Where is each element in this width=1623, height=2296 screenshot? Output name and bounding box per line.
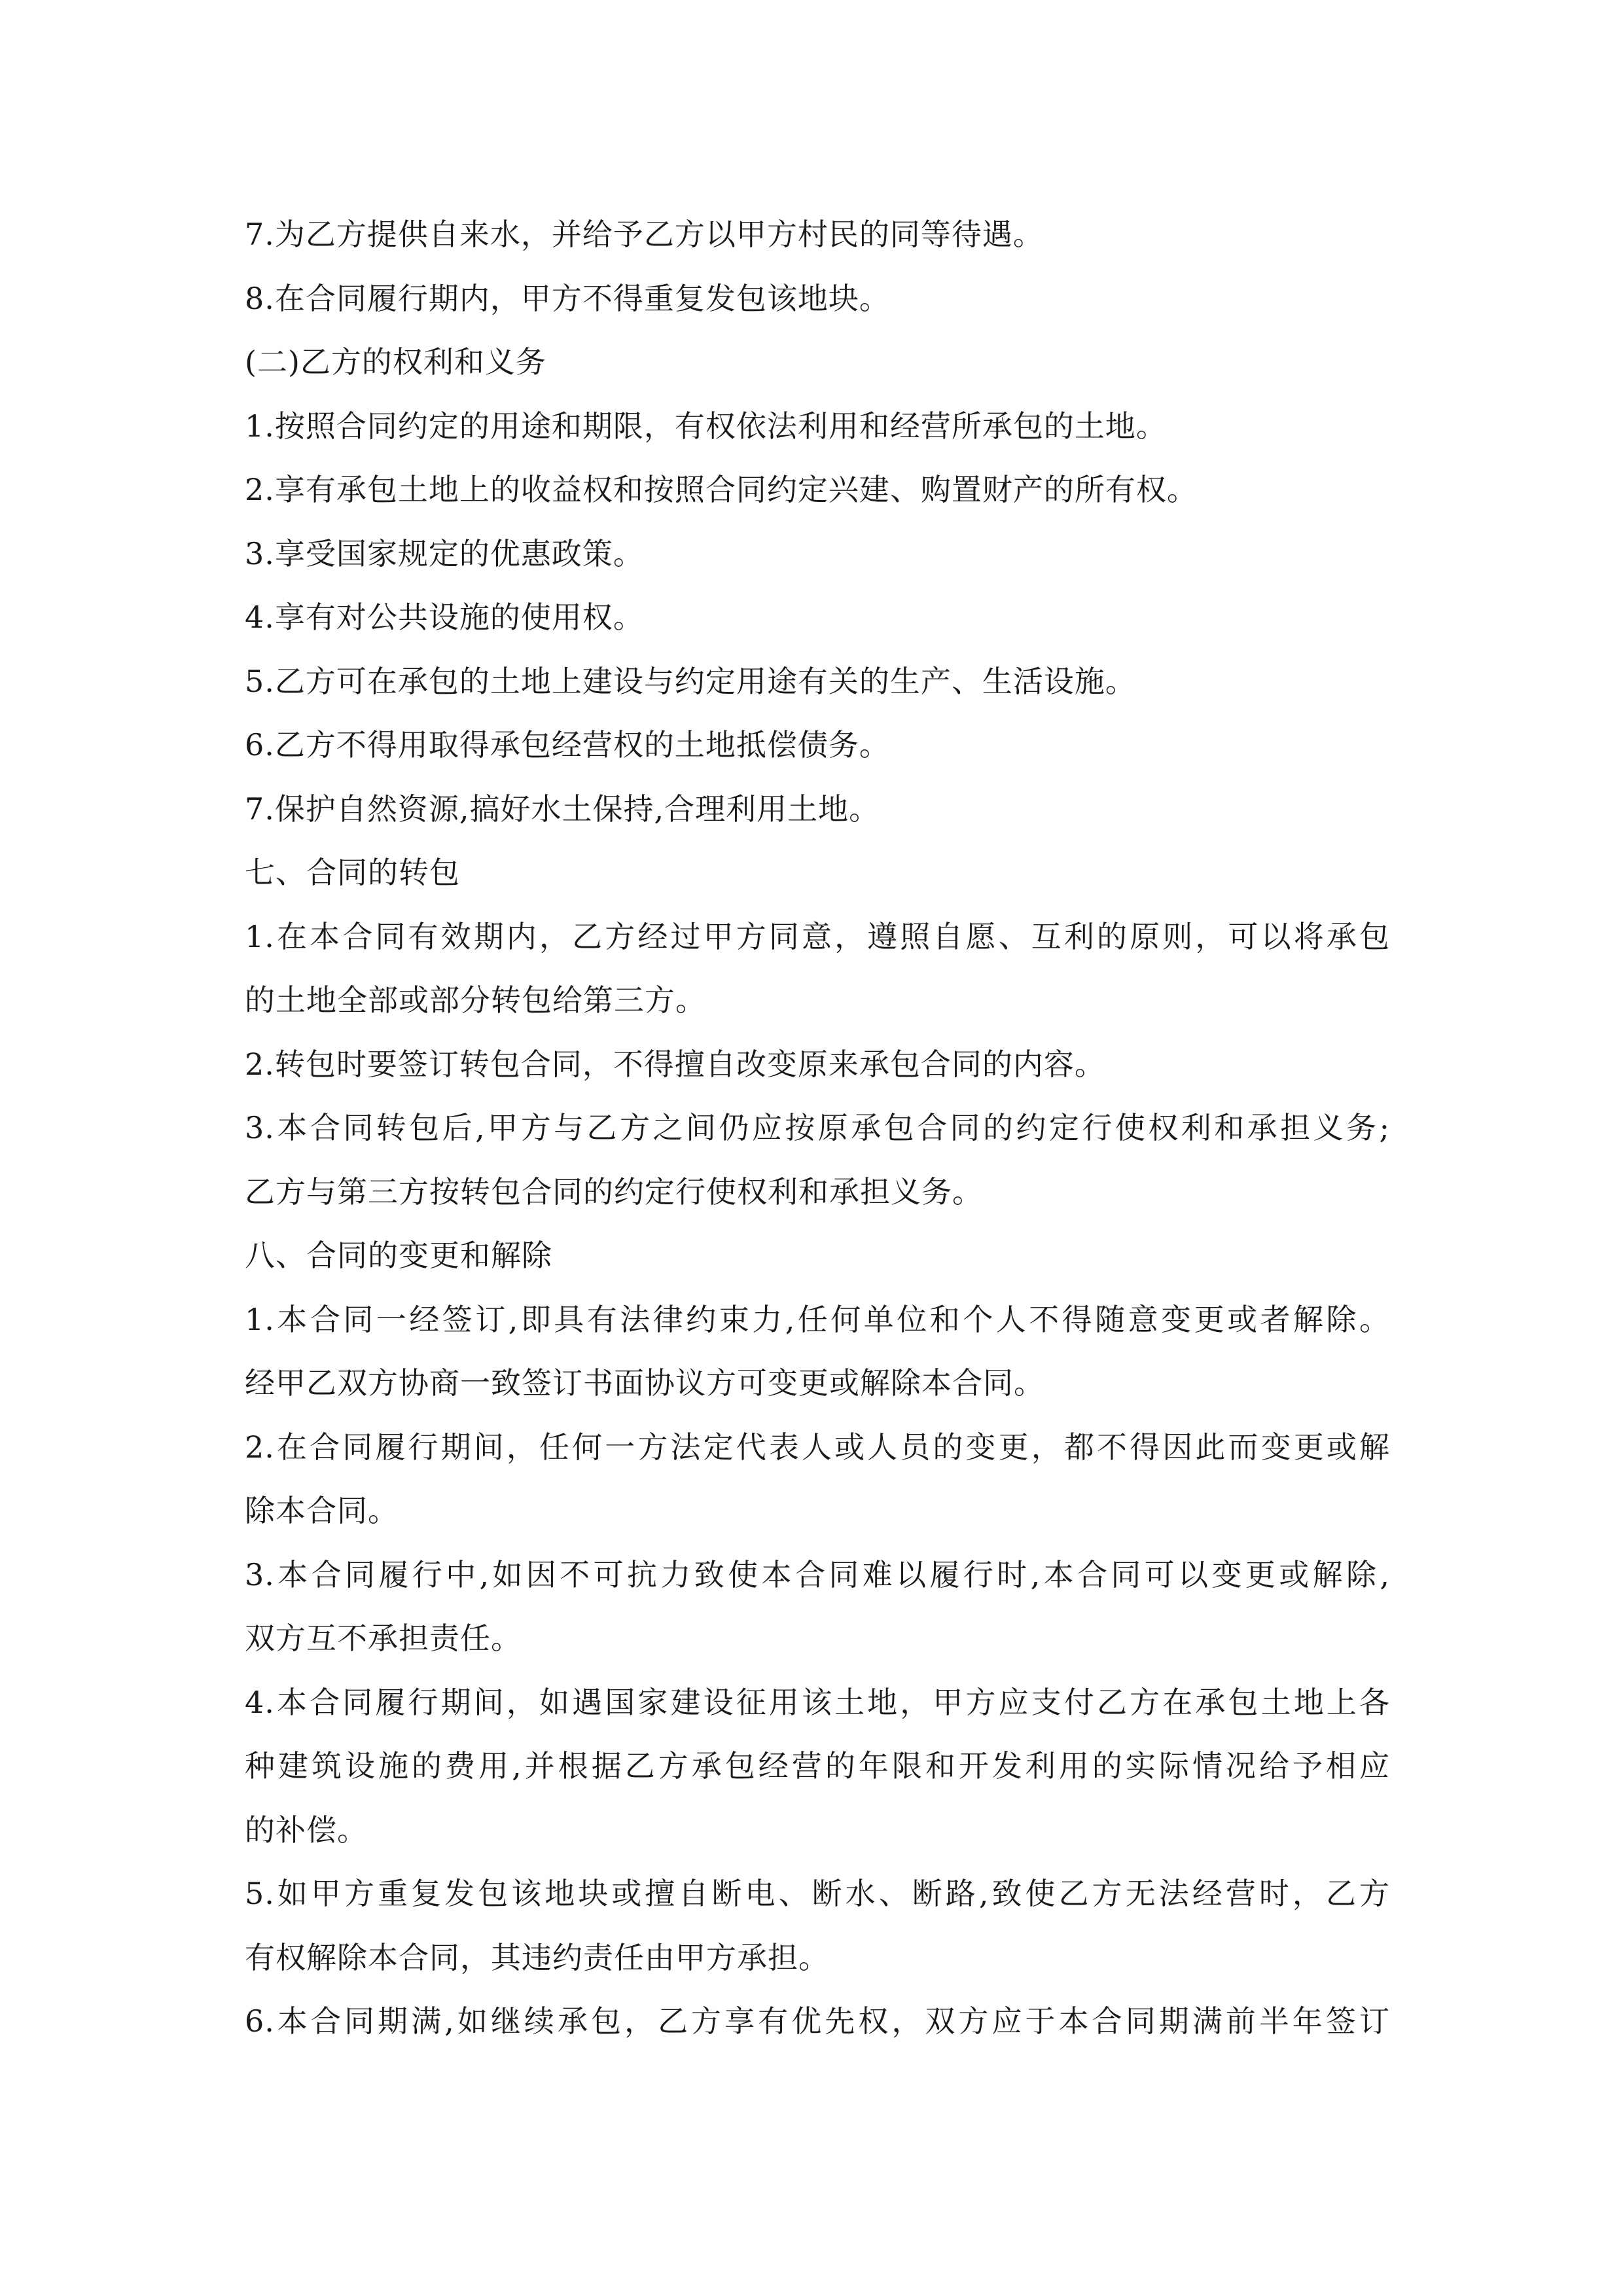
text-line: 6.乙方不得用取得承包经营权的土地抵偿债务。 — [245, 727, 890, 762]
text-line: 种建筑设施的费用,并根据乙方承包经营的年限和开发利用的实际情况给予相应 — [245, 1748, 1390, 1784]
text-line: 5.如甲方重复发包该地块或擅自断电、断水、断路,致使乙方无法经营时，乙方 — [245, 1876, 1390, 1911]
text-line: 除本合同。 — [245, 1493, 399, 1528]
text-line: 的土地全部或部分转包给第三方。 — [245, 982, 706, 1018]
text-line: 乙方与第三方按转包合同的约定行使权利和承担义务。 — [245, 1174, 983, 1210]
text-line: 2.转包时要签订转包合同，不得擅自改变原来承包合同的内容。 — [245, 1046, 1105, 1082]
text-line: 7.保护自然资源,搞好水土保持,合理利用土地。 — [245, 791, 880, 827]
text-line: 3.享受国家规定的优惠政策。 — [245, 535, 644, 571]
text-line: 3.本合同履行中,如因不可抗力致使本合同难以履行时,本合同可以变更或解除, — [245, 1556, 1390, 1592]
text-line: 1.本合同一经签订,即具有法律约束力,任何单位和个人不得随意变更或者解除。 — [245, 1301, 1390, 1337]
text-line: 7.为乙方提供自来水，并给予乙方以甲方村民的同等待遇。 — [245, 217, 1044, 252]
text-line: 2.享有承包土地上的收益权和按照合同约定兴建、购置财产的所有权。 — [245, 472, 1198, 507]
text-line: 4.享有对公共设施的使用权。 — [245, 600, 644, 635]
text-line: 3.本合同转包后,甲方与乙方之间仍应按原承包合同的约定行使权利和承担义务; — [245, 1110, 1390, 1145]
text-line: 双方互不承担责任。 — [245, 1621, 522, 1656]
document-body — [245, 203, 1390, 2054]
text-line: 2.在合同履行期间，任何一方法定代表人或人员的变更，都不得因此而变更或解 — [245, 1429, 1390, 1465]
section-heading: 七、合同的转包 — [245, 855, 460, 890]
text-line: 1.按照合同约定的用途和期限，有权依法利用和经营所承包的土地。 — [245, 408, 1167, 444]
text-line: 5.乙方可在承包的土地上建设与约定用途有关的生产、生活设施。 — [245, 663, 1136, 699]
text-line: 6.本合同期满,如继续承包，乙方享有优先权，双方应于本合同期满前半年签订 — [245, 2003, 1390, 2039]
text-line: 经甲乙双方协商一致签订书面协议方可变更或解除本合同。 — [245, 1365, 1044, 1401]
text-line: 有权解除本合同，其违约责任由甲方承担。 — [245, 1939, 829, 1975]
text-line: 1.在本合同有效期内，乙方经过甲方同意，遵照自愿、互利的原则，可以将承包 — [245, 918, 1390, 954]
section-heading: 八、合同的变更和解除 — [245, 1238, 552, 1273]
text-line: 4.本合同履行期间，如遇国家建设征用该土地，甲方应支付乙方在承包土地上各 — [245, 1684, 1390, 1720]
text-line: 8.在合同履行期内，甲方不得重复发包该地块。 — [245, 280, 890, 316]
section-heading: (二)乙方的权利和义务 — [245, 344, 546, 380]
text-line: 的补偿。 — [245, 1812, 368, 1848]
